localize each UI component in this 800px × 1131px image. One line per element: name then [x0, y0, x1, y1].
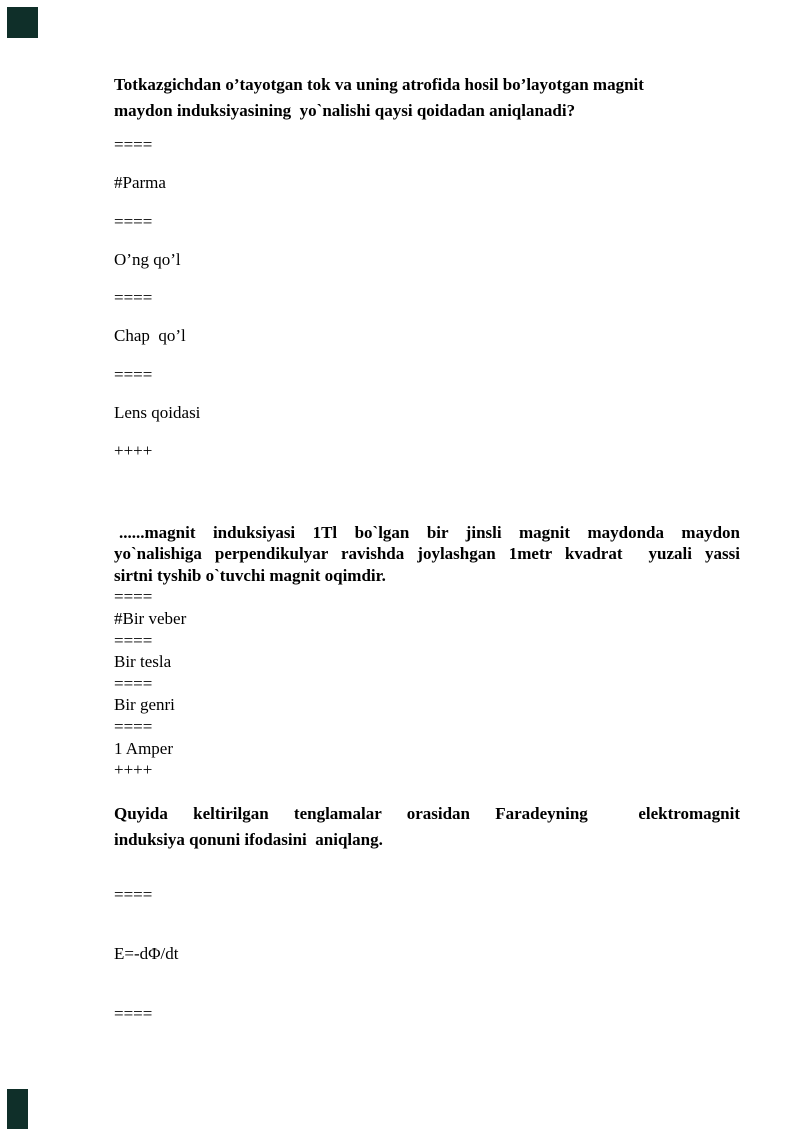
formula-answer-option: E=-dΦ/dt: [114, 944, 179, 964]
question-end-marker: ++++: [114, 760, 153, 780]
answer-option: Chap qo’l: [114, 326, 186, 346]
question-2-title: [114, 522, 740, 587]
question-1-title: [114, 72, 740, 124]
question-title-line: ......magnit induksiyasi 1Tl bo`lgan bir jinsli magnit maydonda maydon: [119, 522, 740, 542]
separator-marker: ====: [114, 135, 153, 154]
answer-option: Lens qoidasi: [114, 403, 201, 423]
question-3-title: [114, 801, 740, 853]
answer-option: #Bir veber: [114, 609, 187, 629]
question-1-answers: [114, 126, 740, 471]
separator-marker: ====: [114, 1003, 153, 1023]
question-title-line: induksiya qonuni ifodasini aniqlang.: [114, 829, 383, 849]
separator-marker: ====: [114, 884, 153, 904]
separator-marker: ====: [114, 587, 153, 607]
question-title-line: yo`nalishiga perpendikulyar ravishda joylashgan 1metr kvadrat yuzali yassi: [114, 544, 740, 564]
separator-marker: ====: [114, 717, 153, 737]
separator-marker: ====: [114, 211, 153, 231]
scan-artifact-top-left: [7, 7, 38, 38]
question-3-answers: [114, 865, 740, 1044]
question-end-marker: ++++: [114, 441, 153, 461]
document-text-column: [114, 0, 740, 1044]
answer-option: Bir tesla: [114, 652, 172, 672]
scan-artifact-bottom-left: [7, 1089, 28, 1129]
answer-option: Bir genri: [114, 695, 175, 715]
question-title-line: maydon induksiyasining yo`nalishi qaysi qoidadan aniqlanadi?: [114, 101, 576, 120]
question-title-line: Totkazgichdan o’tayotgan tok va uning atrofida hosil bo’layotgan magnit: [114, 75, 644, 94]
answer-option: O’ng qo’l: [114, 249, 181, 269]
separator-marker: ====: [114, 364, 153, 384]
separator-marker: ====: [114, 673, 153, 693]
question-2-answers: [114, 586, 740, 780]
answer-option: #Parma: [114, 173, 166, 193]
question-title-line: Quyida keltirilgan tenglamalar orasidan Faradeyning elektromagnit: [114, 803, 740, 823]
separator-marker: ====: [114, 288, 153, 308]
answer-option: 1 Amper: [114, 738, 174, 758]
question-title-line: sirtni tyshib o`tuvchi magnit oqimdir.: [114, 565, 386, 585]
separator-marker: ====: [114, 630, 153, 650]
